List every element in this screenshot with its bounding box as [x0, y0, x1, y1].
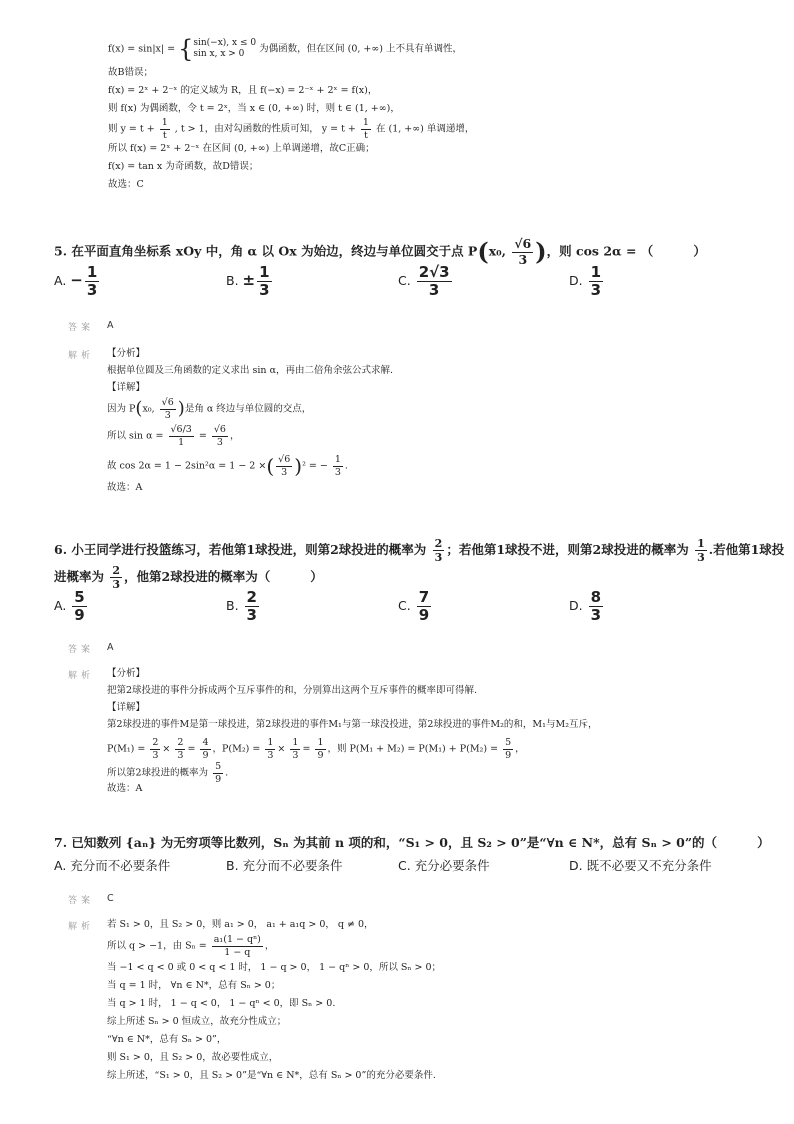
q7-answer: C [107, 893, 114, 904]
q5-answer: A [107, 320, 114, 331]
intro-line-3: f(x) = 2ˣ + 2⁻ˣ 的定义域为 R，且 f(−x) = 2⁻ˣ + 2ˣ = f(x)， [108, 85, 378, 96]
q5-option-c[interactable]: C. $\frac{2√3}{3}$ [398, 263, 450, 299]
q7-option-b[interactable]: B. 充分而不必要条件 [226, 858, 343, 873]
intro-line-1: f(x) = sin|x| = { sin(−x), x ≤ 0 sin x, x > 0 为偶函数，但在区间 (0, +∞) 上不具有单调性， [108, 35, 463, 63]
q5-detail-line-1: 因为 P(x₀, $\frac{√6}{3}$ )是角 α 终边与单位圆的交点， [107, 397, 312, 421]
q7-option-c[interactable]: C. 充分必要条件 [398, 858, 490, 873]
q7-detail-line-5: 当 q > 1 时， 1 − q < 0， 1 − qⁿ < 0，即 Sₙ > 0. [107, 998, 336, 1009]
q5-analysis-tag: 解析 [68, 351, 95, 361]
q6-option-c[interactable]: C. $\frac{7}{9}$ [398, 588, 430, 624]
intro-line-4: 则 f(x) 为偶函数，令 t = 2ˣ，当 x ∈ (0, +∞) 时，则 t ∈ (1, +∞)， [108, 103, 400, 114]
q5-detail-line-3: 故 cos 2α = 1 − 2sin²α = 1 − 2 ×( $\frac{√6}{3}$ )² = − $\frac{1}{3}$ . [107, 454, 348, 478]
q6-answer-tag: 答案 [68, 645, 95, 655]
q6-analysis-text: 把第2球投进的事件分拆成两个互斥事件的和，分别算出这两个互斥事件的概率即可得解. [107, 685, 478, 696]
q7-detail-line-1: 若 S₁ > 0，且 S₂ > 0，则 a₁ > 0， a₁ + a₁q > 0， q ≠ 0， [107, 919, 374, 930]
q6-option-a[interactable]: A. $\frac{5}{9}$ [54, 588, 85, 624]
q5-detail-line-2: 所以 sin α = $\frac{√6/3}{1}$ = $\frac{√6}{3}$ ， [107, 424, 240, 448]
q6-detail-line-3: 所以第2球投进的概率为 $\frac{5}{9}$ . [107, 761, 229, 785]
q7-option-a[interactable]: A. 充分而不必要条件 [54, 858, 171, 873]
intro-line-7: f(x) = tan x 为奇函数，故D错误； [108, 161, 259, 172]
intro-line-6: 所以 f(x) = 2ˣ + 2⁻ˣ 在区间 (0, +∞) 上单调递增，故C正确； [108, 143, 375, 154]
q6-detail-line-1: 第2球投进的事件M是第一球投进，第2球投进的事件M₁与第一球没投进，第2球投进的事件M₂的和，M₁与M₂互斥， [107, 719, 598, 730]
q6-analysis-header: 【分析】 [107, 668, 146, 679]
q5-answer-line: 故选：A [107, 482, 143, 493]
q6-answer: A [107, 642, 114, 653]
q7-analysis-tag: 解析 [68, 922, 95, 932]
intro-line-5: 则 y = t + $\frac{1}{t}$ , t > 1，由对勾函数的性质可知， y = t + $\frac{1}{t}$ 在 (1, +∞) 单调递增， [108, 117, 475, 141]
intro-line-2: 故B错误； [108, 67, 153, 78]
q7-option-d[interactable]: D. 既不必要又不充分条件 [569, 858, 712, 873]
q6-option-d[interactable]: D. $\frac{8}{3}$ [569, 588, 602, 624]
q7-stem: 7. 已知数列 {aₙ} 为无穷项等比数列，Sₙ 为其前 n 项的和，“S₁ > 0，且 S₂ > 0”是“∀n ∈ N*，总有 Sₙ > 0”的（ ） [54, 835, 770, 850]
q6-detail-line-2: P(M₁) = $\frac{2}{3}$ × $\frac{2}{3}$ = $\frac{4}{9}$ ，P(M₂) = $\frac{1}{3}$ × $\frac{1}{3}$ = $\frac{1}{9}$ ，则 P(M₁ + M₂) = P(M₁) + P(M₂) = $\frac{5}{9}$ ， [107, 737, 525, 761]
q6-option-b[interactable]: B. $\frac{2}{3}$ [226, 588, 257, 624]
q6-answer-line: 故选：A [107, 783, 143, 794]
q6-stem-line-2: 进概率为 $\frac{2}{3}$ ，他第2球投进的概率为（ ） [54, 564, 323, 591]
q7-detail-line-4: 当 q = 1 时， ∀n ∈ N*，总有 Sₙ > 0； [107, 980, 281, 991]
q5-answer-tag: 答案 [68, 323, 95, 333]
q5-option-a[interactable]: A. − $\frac{1}{3}$ [54, 263, 98, 299]
q7-detail-line-7: “∀n ∈ N*，总有 Sₙ > 0”， [107, 1034, 227, 1045]
q7-detail-line-8: 则 S₁ > 0，且 S₂ > 0，故必要性成立， [107, 1052, 279, 1063]
q5-option-d[interactable]: D. $\frac{1}{3}$ [569, 263, 602, 299]
q6-stem-line-1: 6. 小王同学进行投篮练习，若他第1球投进，则第2球投进的概率为 $\frac{2}{3}$ ；若他第1球投不进，则第2球投进的概率为 $\frac{1}{3}$ .若他第1球投 [54, 537, 785, 564]
q5-analysis-header: 【分析】 [107, 348, 146, 359]
q5-stem: 5. 在平面直角坐标系 xOy 中，角 α 以 Ox 为始边，终边与单位圆交于点 P(x₀, $\frac{√6}{3}$ )，则 cos 2α = （ ） [54, 236, 706, 267]
q6-analysis-tag: 解析 [68, 671, 95, 681]
q7-detail-line-2: 所以 q > −1，由 Sₙ = $\frac{\text{a₁(1 − qⁿ)}}{1 - q}$ ， [107, 934, 275, 958]
intro-answer: 故选：C [108, 179, 144, 190]
q6-detail-header: 【详解】 [107, 702, 146, 713]
q5-detail-header: 【详解】 [107, 382, 146, 393]
q7-detail-line-9: 综上所述，“S₁ > 0，且 S₂ > 0”是“∀n ∈ N*，总有 Sₙ > 0”的充分必要条件. [107, 1070, 436, 1081]
q7-detail-line-6: 综上所述 Sₙ > 0 恒成立，故充分性成立； [107, 1016, 287, 1027]
q5-option-b[interactable]: B. ± $\frac{1}{3}$ [226, 263, 270, 299]
q7-detail-line-3: 当 −1 < q < 0 或 0 < q < 1 时， 1 − q > 0， 1 − qⁿ > 0，所以 Sₙ > 0； [107, 962, 442, 973]
q7-answer-tag: 答案 [68, 896, 95, 906]
q5-analysis-text: 根据单位圆及三角函数的定义求出 sin α，再由二倍角余弦公式求解. [107, 365, 394, 376]
